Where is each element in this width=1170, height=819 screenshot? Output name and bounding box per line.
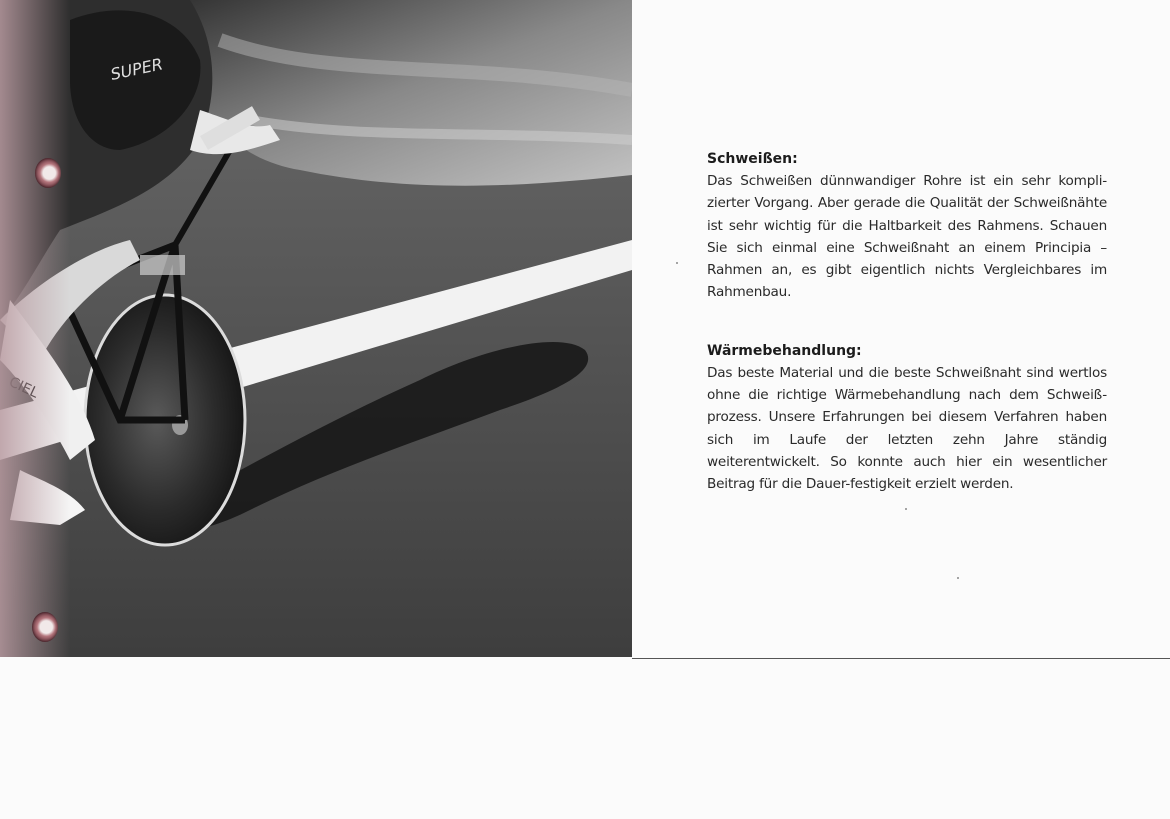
section-heading: Schweißen: — [707, 151, 798, 167]
jersey-text: SUPER — [108, 54, 165, 84]
cyclist-photo — [0, 0, 632, 657]
section-heat-treatment — [707, 340, 1107, 496]
page-edge-rule — [632, 658, 1170, 659]
text-column — [707, 148, 1107, 532]
section-welding — [707, 148, 1107, 304]
binder-hole-top — [35, 158, 61, 188]
binder-hole-bottom — [32, 612, 58, 642]
scan-speck — [905, 508, 907, 510]
section-body: Das beste Material und die beste Schweißnaht sind wertlos ohne die richtige Wärmebehandlung nach dem Schweiß-prozess. Unsere Erfahrungen bei diesem Verfahren haben sich im Laufe der letzten zehn Jahre ständig weiterentwickelt. So konnte auch hier ein wesentlicher Beitrag für die Dauer-festigkeit erzielt werden. — [707, 364, 1107, 493]
scan-speck — [957, 577, 959, 579]
section-body: Das Schweißen dünnwandiger Rohre ist ein sehr kompli-zierter Vorgang. Aber gerade die Qualität der Schweißnähte ist sehr wichtig für die Haltbarkeit des Rahmens. Schauen Sie sich einmal eine Schweißnaht an einem Principia – Rahmen an, es gibt eigentlich nichts Vergleichbares im Rahmenbau. — [707, 173, 1107, 301]
scan-speck — [676, 262, 678, 264]
section-heading: Wärmebehandlung: — [707, 342, 862, 359]
